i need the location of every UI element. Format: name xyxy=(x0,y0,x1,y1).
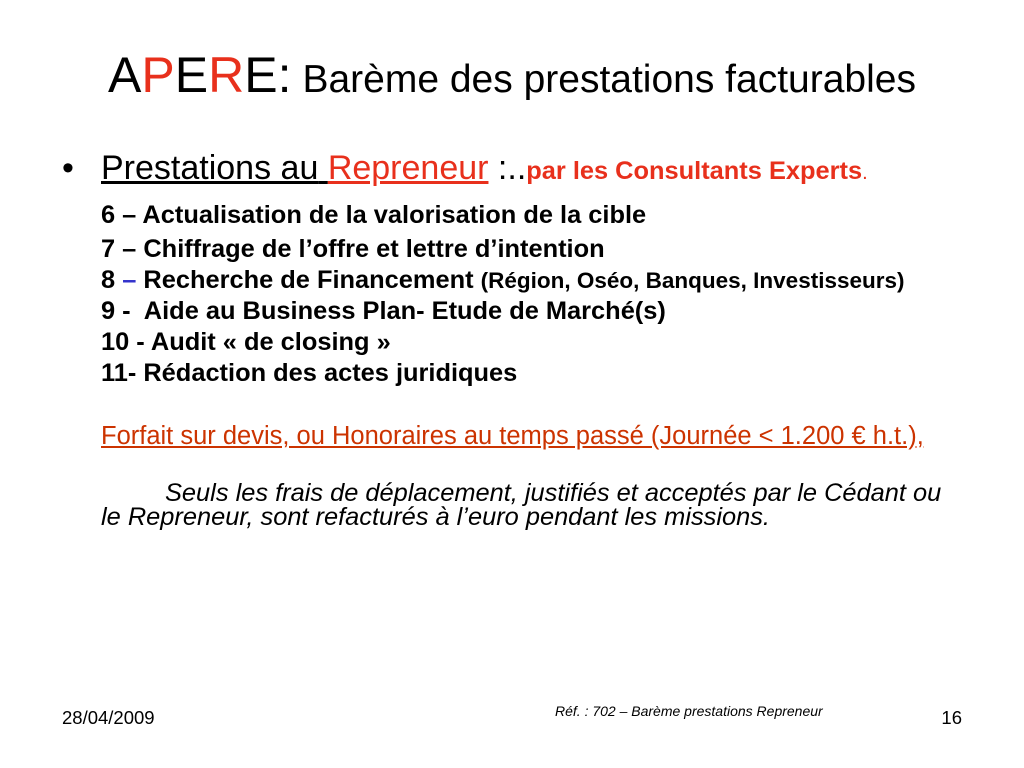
service-item-6: 6 – Actualisation de la valorisation de la cible xyxy=(101,201,647,229)
service-item-10: 10 - Audit « de closing » xyxy=(101,328,391,356)
service-list xyxy=(101,200,905,389)
expenses-note: Seuls les frais de déplacement, justifiés et acceptés par le Cédant ou le Repreneur, sont refacturés à l’euro pendant les missions. xyxy=(101,479,942,531)
acronym-letter-a: A xyxy=(108,47,142,103)
service-item-8 xyxy=(101,265,905,296)
acronym-letter-r: R xyxy=(208,47,245,103)
footer-reference: Réf. : 702 – Barème prestations Repreneur xyxy=(555,703,823,719)
service-item-11: 11- Rédaction des actes juridiques xyxy=(101,359,518,387)
bullet-label-wrap xyxy=(101,149,328,187)
service-item-8-number: 8 xyxy=(101,266,116,294)
service-item-9: 9 - Aide au Business Plan- Etude de Marché(s) xyxy=(101,297,666,325)
acronym-letter-p: P xyxy=(141,47,175,103)
acronym-letter-e2: E xyxy=(244,47,278,103)
title-subtitle: Barème des prestations facturables xyxy=(302,58,916,101)
bullet-qualifier: par les Consultants Experts xyxy=(526,157,863,185)
service-item-8-dash: – xyxy=(122,266,137,294)
footer-date: 28/04/2009 xyxy=(62,707,155,728)
pricing-text: Forfait sur devis, ou Honoraires au temps passé (Journée < 1.200 € h.t.), xyxy=(101,422,924,450)
bullet-label: Prestations au xyxy=(101,149,319,187)
bullet-heading xyxy=(101,148,868,193)
service-item-8-label: Recherche de Financement xyxy=(143,266,474,294)
acronym-colon: : xyxy=(277,47,292,103)
page-number: 16 xyxy=(941,707,962,728)
bullet-symbol: • xyxy=(62,149,74,187)
acronym-letter-e: E xyxy=(174,47,209,103)
bullet-qualifier-end: . xyxy=(862,162,868,184)
bullet-separator: :.. xyxy=(497,149,527,187)
bullet-highlight: Repreneur xyxy=(327,149,489,187)
service-item-8-detail: (Région, Oséo, Banques, Investisseurs) xyxy=(480,268,905,293)
service-item-7: 7 – Chiffrage de l’offre et lettre d’intention xyxy=(101,235,605,263)
slide-title xyxy=(0,45,1024,110)
title-acronym xyxy=(108,47,291,103)
